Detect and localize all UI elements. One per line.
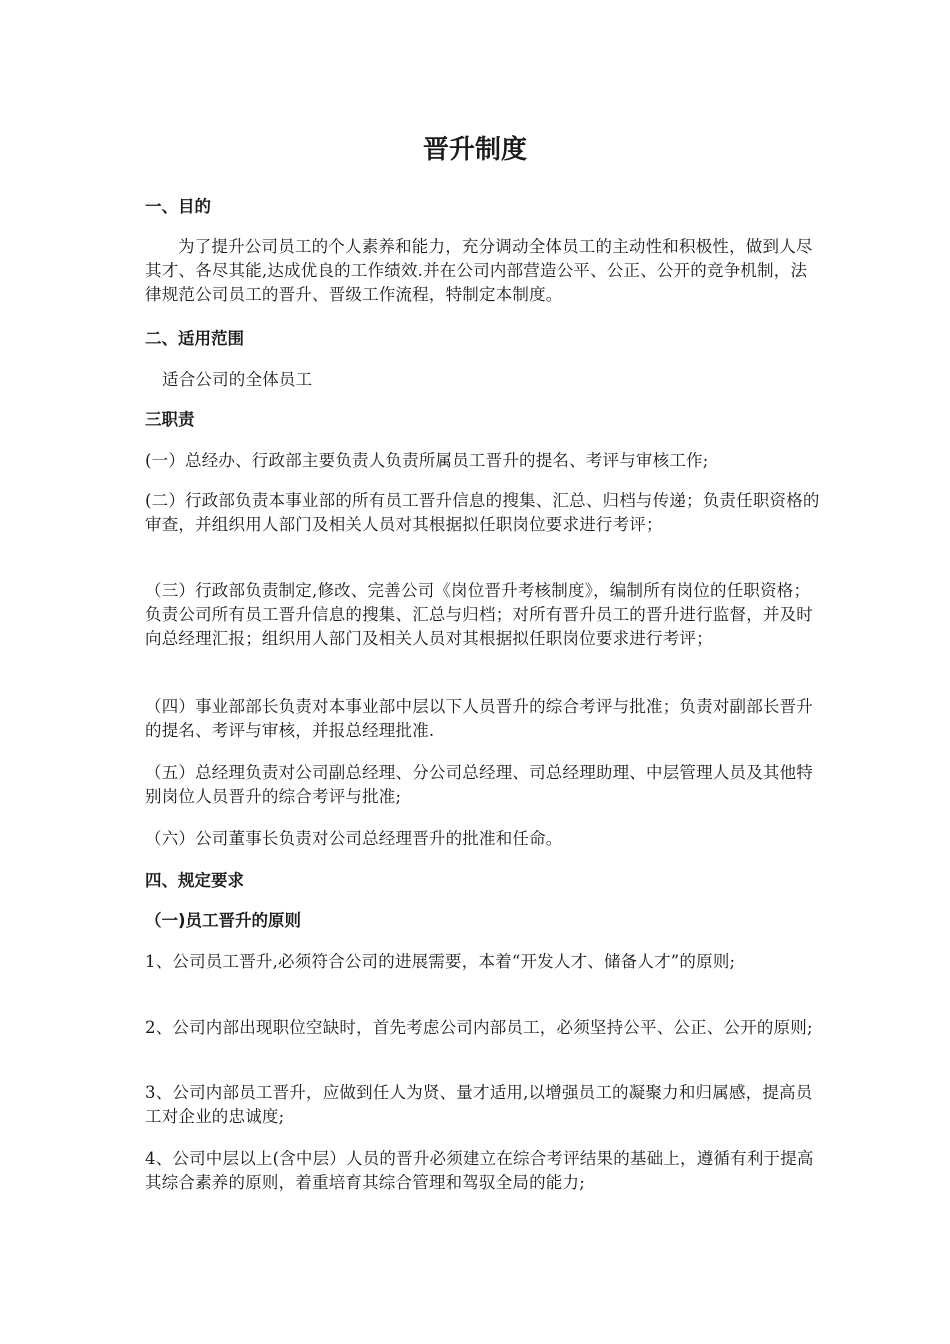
section-heading-purpose: 一、目的 bbox=[145, 197, 211, 216]
principle-item: 1、公司员工晋升,必须符合公司的进展需要，本着“开发人才、储备人才”的原则; bbox=[145, 952, 736, 971]
principle-item: 4、公司中层以上(含中层）人员的晋升必须建立在综合考评结果的基础上，遵循有利于提高其综合素养的原则，着重培育其综合管理和驾驭全局的能力; bbox=[145, 1149, 814, 1192]
document-title: 晋升制度 bbox=[422, 135, 527, 165]
principle-item: 3、公司内部员工晋升，应做到任人为贤、量才适用,以增强员工的凝聚力和归属感，提高员工对企业的忠诚度; bbox=[145, 1083, 813, 1126]
section-heading-scope: 二、适用范围 bbox=[145, 329, 244, 348]
section-heading-requirements: 四、规定要求 bbox=[145, 871, 244, 890]
duties-item: （四）事业部部长负责对本事业部中层以下人员晋升的综合考评与批准；负责对副部长晋升的提名、考评与审核，并报总经理批准. bbox=[145, 697, 813, 740]
section-body-scope: 适合公司的全体员工 bbox=[162, 370, 313, 389]
subsection-heading-principles: （一)员工晋升的原则 bbox=[145, 911, 302, 930]
duties-item: (一）总经办、行政部主要负责人负责所属员工晋升的提名、考评与审核工作; bbox=[145, 451, 709, 470]
duties-item: (二）行政部负责本事业部的所有员工晋升信息的搜集、汇总、归档与传递；负责任职资格的审查，并组织用人部门及相关人员对其根据拟任职岗位要求进行考评； bbox=[145, 491, 820, 534]
duties-item: （五）总经理负责对公司副总经理、分公司总经理、司总经理助理、中层管理人员及其他特别岗位人员晋升的综合考评与批准; bbox=[145, 763, 813, 806]
principle-item: 2、公司内部出现职位空缺时，首先考虑公司内部员工，必须坚持公平、公正、公开的原则; bbox=[145, 1018, 813, 1037]
duties-item: （三）行政部负责制定,修改、完善公司《岗位晋升考核制度》，编制所有岗位的任职资格；负责公司所有员工晋升信息的搜集、汇总与归档；对所有晋升员工的晋升进行监督，并及时向总经理汇报；组织用人部门及相关人员对其根据拟任职岗位要求进行考评； bbox=[145, 581, 813, 648]
section-body-purpose: 为了提升公司员工的个人素养和能力，充分调动全体员工的主动性和积极性，做到人尽其才、各尽其能,达成优良的工作绩效.并在公司内部营造公平、公正、公开的竞争机制，法律规范公司员工的晋升、晋级工作流程，特制定本制度。 bbox=[145, 237, 813, 304]
section-heading-duties: 三职责 bbox=[145, 410, 195, 429]
duties-item: （六）公司董事长负责对公司总经理晋升的批准和任命。 bbox=[145, 829, 563, 848]
